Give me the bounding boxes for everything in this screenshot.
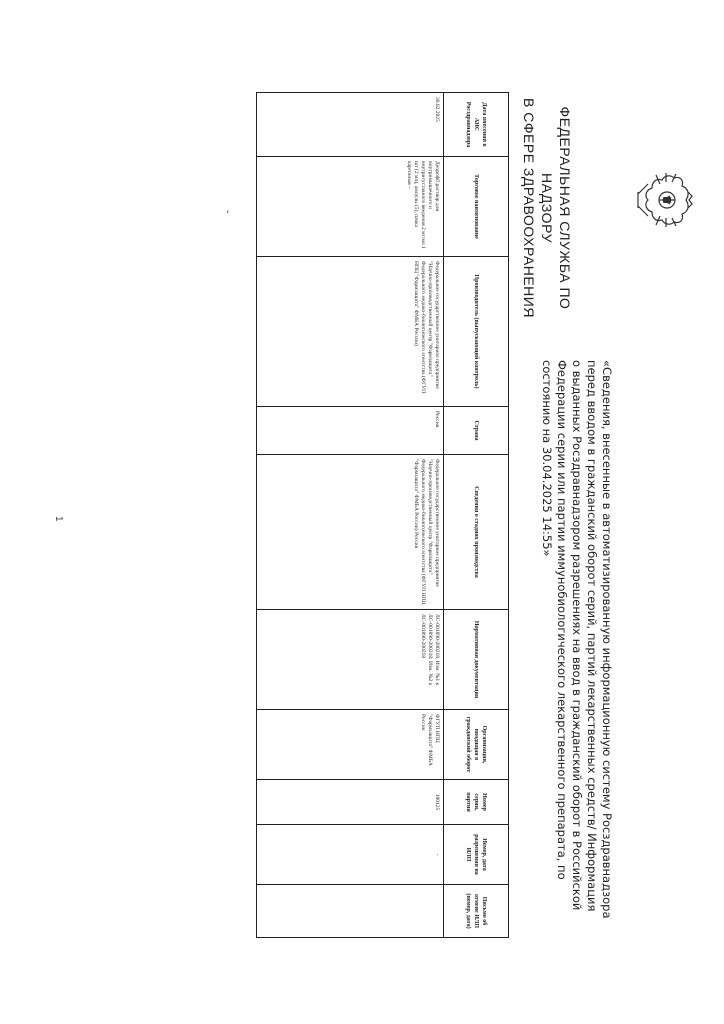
service-name [520,92,574,324]
cell-manufacturer: Федеральное государственное унитарное предприятие "Научно-производственный центр "Фармзащита" Федерального медико-биологического агентства (ФГУП НПЦ "Фармзащита" ФМБА России) [257,257,444,407]
cell-normative-docs: ЛС-001890-200218, Изм. №1 к ЛС-001890-200218; Изм. №2 к ЛС-001890-200218 [257,610,444,710]
column-header-country: Страна [444,407,509,455]
column-header-date: Дата внесения в АИС Росздравнадзора [444,93,509,157]
registry-table [256,92,509,938]
table-row [257,93,444,938]
eagle-emblem-icon [632,170,694,230]
column-header-manufacturer: Производитель (выпускающий контроль) [444,257,509,407]
page-mark: 1 [53,516,64,522]
cell-date: 30.02.2025 [257,93,444,157]
cell-trade-name: Депрофб раствор для внутримышечного и внутрисуставного введения 2 мг/мл 1 шт (2 мл), ампулы (5), пачка картонная – [257,157,444,257]
column-header-cancel-letter: Письмо об отмене ИЛП (номер, дата) [444,885,509,938]
service-name-line-2: В СФЕРЕ ЗДРАВООХРАНЕНИЯ [521,98,537,318]
document-title: «Сведения, внесенные в автоматизированную информационную систему Росздравнадзора перед вводом в гражданский оборот серий, партий лекарственных средств/ Информация о выданных Росздравнадзором разрешениях на ввод в гражданский оборот в Российской Федерации серии или партии иммунобиологического лекарственного препарата, по состоянию на 30.04.2025 14:55» [540,360,614,919]
cell-cancel-letter [257,885,444,938]
cell-organization: ФГУП НПЦ "Фармзащита" ФМБА России [257,710,444,780]
column-header-organization: Организация, вводящая в гражданский оборот [444,710,509,780]
column-header-permit: Номер, дата разрешения на ИЛП [444,825,509,885]
column-header-production-stages: Сведения о стадиях производства [444,455,509,610]
stray-comma-mark: ˇ [218,210,229,214]
cell-country: Россия [257,407,444,455]
cell-production-stages: Федеральное государственное унитарное предприятие "Научно-производственный центр "Фармзащита" Федерального медико-биологического агентства (ФГУП НПЦ "Фармзащита" ФМБА России) Россия [257,455,444,610]
column-header-series-number: Номер серии, партии [444,780,509,825]
column-header-trade-name: Торговое наименование [444,157,509,257]
table-header-row [444,93,509,938]
service-name-line-1: ФЕДЕРАЛЬНАЯ СЛУЖБА ПО НАДЗОРУ [539,106,573,310]
cell-permit: - [257,825,444,885]
cell-series-number: 100125 [257,780,444,825]
column-header-normative-docs: Нормативная документация [444,610,509,710]
